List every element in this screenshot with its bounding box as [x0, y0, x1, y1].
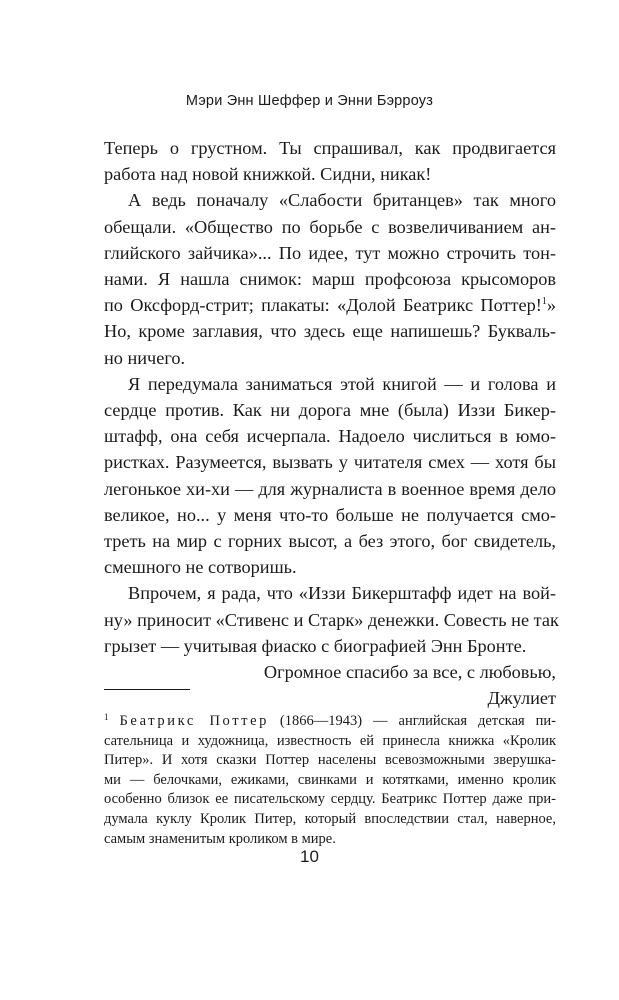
text-line: Впрочем, я рада, что «Иззи Бикерштафф идет на вой- [128, 583, 556, 604]
text-line: штафф, она себя исчерпала. Надоело числиться в юмо- [104, 426, 556, 447]
footnote-line: особенно близок ее писательскому сердцу. Беатрикс Поттер даже при- [104, 791, 556, 808]
footnote-line: ми — белочками, ежиками, свинками и котятками, именно кролик [104, 771, 556, 788]
text-line: треть на мир с горних высот, а без этого, бог свидетель, [104, 531, 556, 552]
text-line: глийского зайчика»... По идее, тут можно строчить тон- [104, 242, 556, 263]
text-line: Я передумала заниматься этой книгой — и голова и [128, 373, 556, 394]
letter-signature: Джулиет [487, 688, 556, 709]
footnote-reference[interactable]: 1 [541, 296, 547, 308]
text-line: сердце против. Как ни дорога мне (была) Иззи Бикер- [104, 400, 556, 421]
text-fragment: по Оксфорд-стрит; плакаты: «Долой Беатрикс Поттер! [104, 295, 542, 316]
text-line: нами. Я нашла снимок: марш профсоюза крысоморов [104, 269, 556, 290]
text-line [104, 292, 556, 318]
main-text [104, 135, 559, 711]
footnote-line: думала куклу Кролик Питер, который впоследствии стал, наверное, [104, 810, 556, 827]
text-line: обещали. «Общество по борьбе с возвеличиванием ан- [104, 216, 556, 237]
text-line: работа над новой книжкой. Сидни, никак! [104, 164, 432, 185]
footnote [104, 712, 556, 849]
text-line: Теперь о грустном. Ты спрашивал, как продвигается [104, 138, 556, 158]
footnote-line: самым знаменитым кроликом в мире. [104, 830, 336, 847]
text-line: грызет — учитывая фиаско с биографией Энн Бронте. [104, 635, 527, 656]
page-number: 10 [300, 847, 319, 866]
text-line: легонькое хи-хи — для журналиста в военное время дело [104, 478, 556, 499]
text-fragment: (1866—1943) — английская детская пи- [268, 713, 556, 729]
closing-quote: » [546, 295, 556, 316]
running-header: Мэри Энн Шеффер и Энни Бэрроуз [185, 93, 434, 109]
footnote-divider [104, 689, 190, 690]
footnote-line: сательница и художница, известность ей принесла книжка «Кролик [104, 732, 556, 749]
footnote-subject-name: Беатрикс Поттер [119, 713, 269, 729]
text-line: Но, кроме заглавия, что здесь еще напишешь? Букваль- [104, 321, 556, 342]
text-line: А ведь поначалу «Слабости британцев» так много [128, 190, 556, 211]
footnote-line: Питер». И хотя сказки Поттер населены всевозможными зверушка- [104, 752, 556, 769]
text-line: ну» приносит «Стивенс и Старк» денежки. Совесть не так [104, 609, 559, 630]
text-line: ристках. Разумеется, вызвать у читателя смех — хотя бы [104, 452, 556, 473]
footnote-marker: 1 [104, 712, 109, 722]
footnote-line [104, 712, 556, 732]
letter-closing: Огромное спасибо за все, с любовью, [263, 662, 556, 683]
text-line: великое, но... у меня что-то больше не получается смо- [104, 504, 556, 525]
text-line: но ничего. [104, 347, 186, 368]
text-line: смешного не сотворишь. [104, 557, 297, 578]
